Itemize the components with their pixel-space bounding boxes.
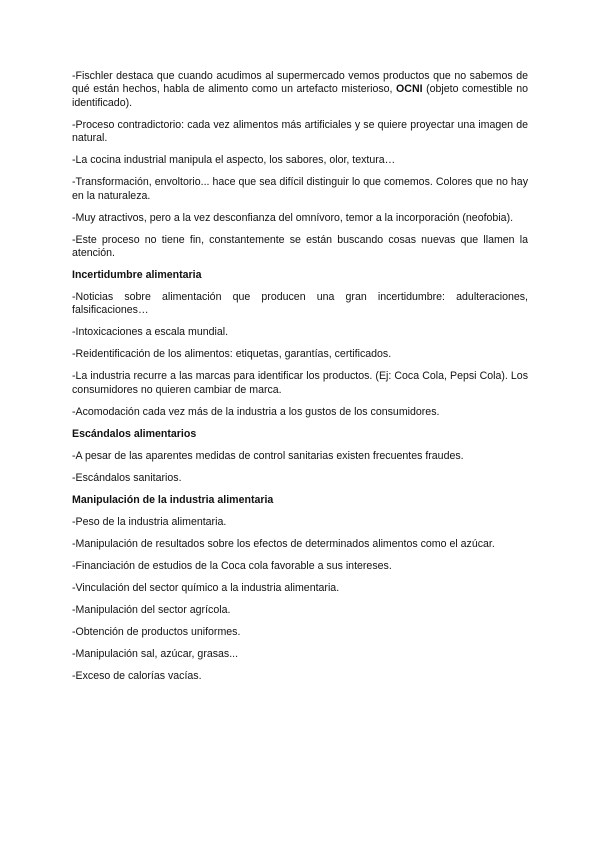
- paragraph-cocina-industrial: -La cocina industrial manipula el aspecto, los sabores, olor, textura…: [72, 154, 396, 167]
- list-item: -Noticias sobre alimentación que producen una gran incertidumbre: adulteraciones, falsificaciones…: [72, 291, 528, 317]
- list-item: -Intoxicaciones a escala mundial.: [72, 326, 229, 339]
- paragraph-fischler: [72, 70, 528, 110]
- paragraph-fischler-text: -Fischler destaca que cuando acudimos al supermercado vemos productos que no sabemos de qué están hechos, habla de alimento como un artefacto misterioso,: [72, 70, 528, 96]
- list-item: -Financiación de estudios de la Coca cola favorable a sus intereses.: [72, 559, 392, 572]
- list-item: -Manipulación del sector agrícola.: [72, 603, 231, 616]
- list-item: -La industria recurre a las marcas para identificar los productos. (Ej: Coca Cola, Pepsi Cola). Los consumidores no quieren cambiar de marca.: [72, 370, 528, 396]
- list-item: -Peso de la industria alimentaria.: [72, 515, 227, 528]
- heading-escandalos: Escándalos alimentarios: [72, 427, 197, 440]
- list-item: -Exceso de calorías vacías.: [72, 669, 202, 682]
- list-item: -Manipulación sal, azúcar, grasas...: [72, 647, 239, 660]
- heading-incertidumbre: Incertidumbre alimentaria: [72, 269, 202, 282]
- paragraph-atractivos: -Muy atractivos, pero a la vez desconfianza del omnívoro, temor a la incorporación (neofobia).: [72, 211, 514, 224]
- list-item: -Manipulación de resultados sobre los efectos de determinados alimentos como el azúcar.: [72, 537, 495, 550]
- list-item: -Escándalos sanitarios.: [72, 471, 182, 484]
- list-item: -Acomodación cada vez más de la industria a los gustos de los consumidores.: [72, 405, 440, 418]
- ocni-term: OCNI: [396, 83, 423, 96]
- list-item: -A pesar de las aparentes medidas de control sanitarias existen frecuentes fraudes.: [72, 449, 464, 462]
- list-item: -Reidentificación de los alimentos: etiquetas, garantías, certificados.: [72, 348, 392, 361]
- list-item: -Obtención de productos uniformes.: [72, 625, 241, 638]
- paragraph-proceso-contradictorio: -Proceso contradictorio: cada vez alimentos más artificiales y se quiere proyectar una imagen de natural.: [72, 118, 528, 145]
- document-page: [72, 70, 528, 692]
- paragraph-transformacion: -Transformación, envoltorio... hace que sea difícil distinguir lo que comemos. Colores que no hay en la naturaleza.: [72, 176, 528, 202]
- list-item: -Vinculación del sector químico a la industria alimentaria.: [72, 581, 340, 594]
- paragraph-proceso-sin-fin: -Este proceso no tiene fin, constantemente se están buscando cosas nuevas que llamen la atención.: [72, 233, 528, 260]
- heading-manipulacion: Manipulación de la industria alimentaria: [72, 493, 274, 506]
- paragraph-fischler-tail: (objeto comestible no identificado).: [72, 83, 528, 109]
